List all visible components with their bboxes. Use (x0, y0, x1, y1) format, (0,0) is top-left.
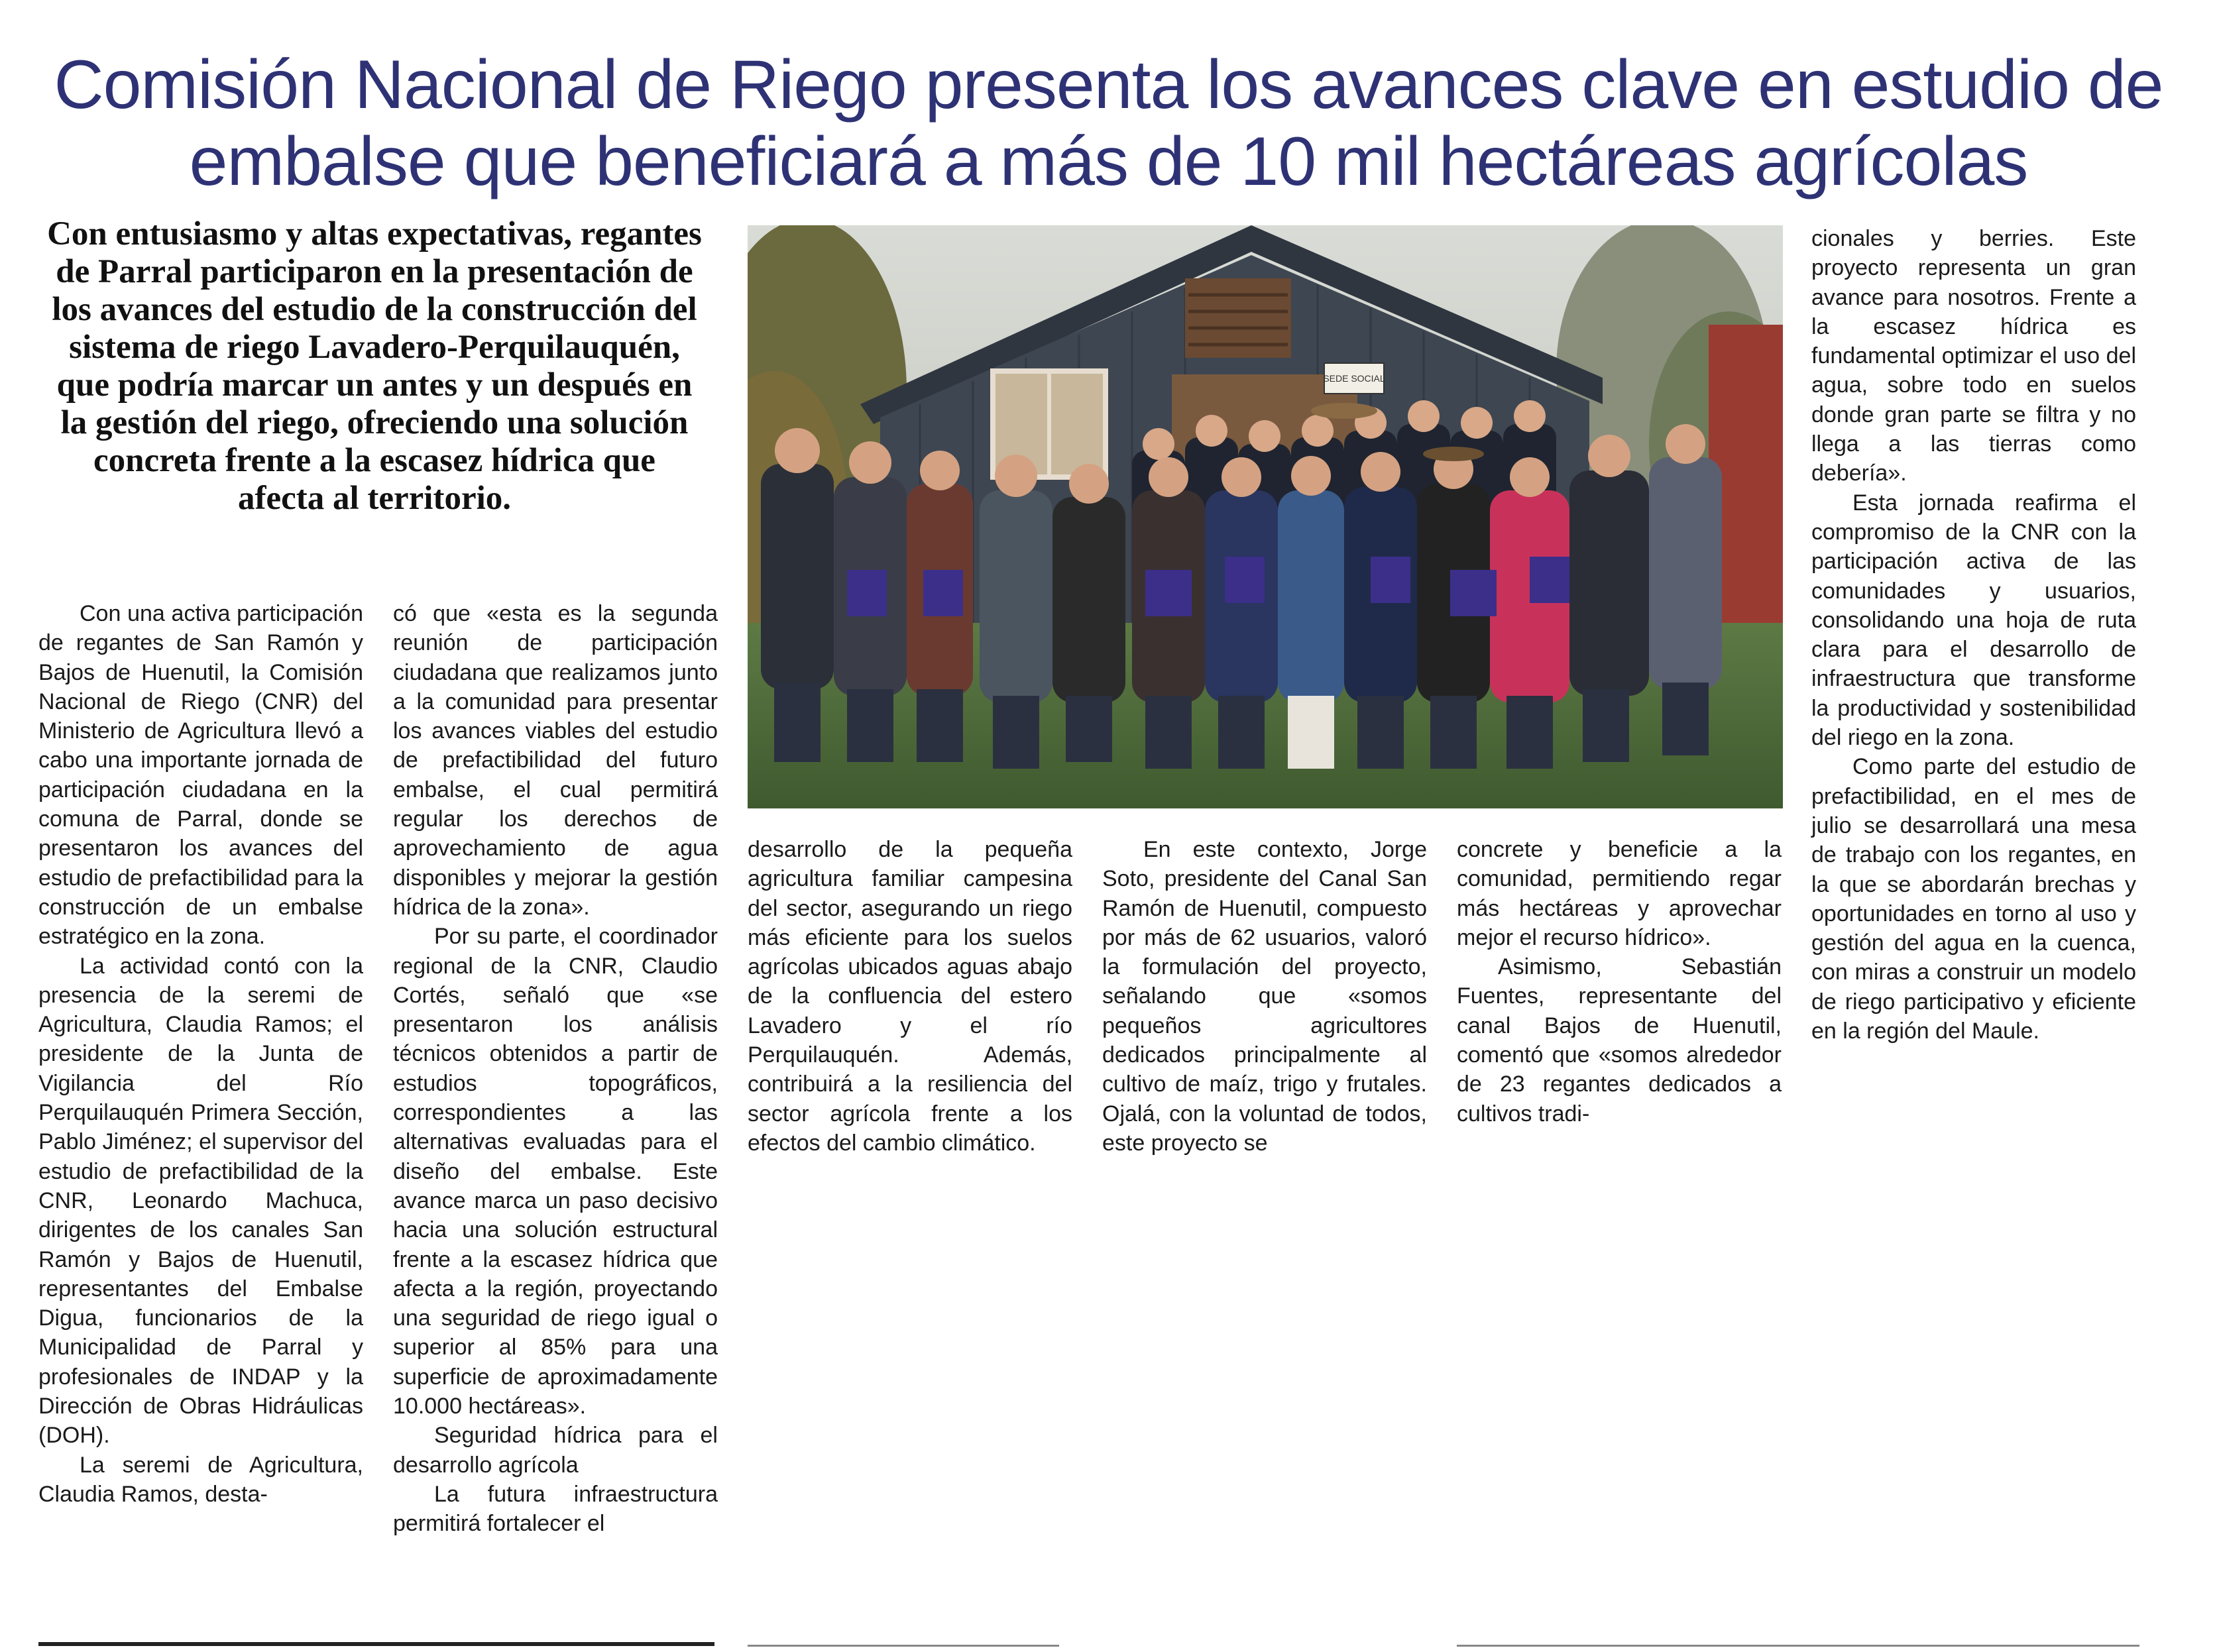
paragraph: Por su parte, el coordinador regional de la CNR, Claudio Cortés, señaló que «se presentaron los análisis técnicos obtenidos a partir de estudios topográficos, correspondientes a las alternativas evaluadas para el diseño del embalse. Este avance marca un paso decisivo hacia una solución estructural frente a la escasez hídrica que afecta a la región, proyectando una seguridad de riego igual o superior al 85% para una superficie de aproximadamente 10.000 hectáreas». (393, 924, 718, 1419)
article-column-5 (1457, 835, 1782, 1129)
paragraph: En este contexto, Jorge Soto, presidente del Canal San Ramón de Huenutil, compuesto por más de 62 usuarios, valoró la formulación del proyecto, señalando que «somos pequeños agricultores dedicados principalmente al cultivo de maíz, trigo y frutales. Ojalá, con la voluntad de todos, este proyecto se (1102, 837, 1427, 1156)
paragraph: La futura infraestructura permitirá fortalecer el (393, 1481, 718, 1537)
paragraph: desarrollo de la pequeña agricultura familiar campesina del sector, asegurando un riego más eficiente para los suelos agrícolas ubicados aguas abajo de la confluencia del estero Lavadero y el río Perquilauquén. Además, contribuirá a la resiliencia del sector agrícola frente a los efectos del cambio climático. (748, 837, 1072, 1156)
paragraph: Como parte del estudio de prefactibilidad, en el mes de julio se desarrollará una mesa de trabajo con los regantes, en la que se abordarán brechas y oportunidades en torno al uso y gestión del agua en la cuenca, con miras a construir un modelo de riego participativo y eficiente en la región del Maule. (1811, 754, 2136, 1044)
article-column-1 (38, 599, 363, 1509)
subheading: Seguridad hídrica para el desarrollo agrícola (393, 1423, 718, 1478)
paragraph: cionales y berries. Este proyecto representa un gran avance para nosotros. Frente a la escasez hídrica es fundamental optimizar el uso del agua, sobre todo en suelos donde gran parte se filtra y no llega a las tierras como debería». (1811, 226, 2136, 486)
paragraph: có que «esta es la segunda reunión de participación ciudadana que realizamos junto a la comunidad para presentar los avances viables del estudio de prefactibilidad del futuro embalse, el cual permitirá regular los derechos de aprovechamiento de agua disponibles y mejorar la gestión hídrica de la zona». (393, 601, 718, 920)
paragraph: La seremi de Agricultura, Claudia Ramos, desta- (38, 1452, 363, 1507)
lead-paragraph: Con entusiasmo y altas expectativas, regantes de Parral participaron en la presentación de los avances del estudio de la construcción del sistema de riego Lavadero-Perquilauquén, que podría marcar un antes y un después en la gestión del riego, ofreciendo una solución concreta frente a la escasez hídrica que afecta al territorio. (47, 215, 702, 517)
paragraph: La actividad contó con la presencia de la seremi de Agricultura, Claudia Ramos; el presidente de la Junta de Vigilancia del Río Perquilauquén Primera Sección, Pablo Jiménez; el supervisor del estudio de prefactibilidad de la CNR, Leonardo Machuca, dirigentes de los canales San Ramón y Bajos de Huenutil, representantes del Embalse Digua, funcionarios de la Municipalidad de Parral y profesionales de INDAP y la Dirección de Obras Hidráulicas (DOH). (38, 953, 363, 1449)
group-photo (748, 225, 1783, 808)
paragraph: Asimismo, Sebastián Fuentes, representante del canal Bajos de Huenutil, comentó que «somos alrededor de 23 regantes dedicados a cultivos tradi- (1457, 954, 1782, 1127)
divider-rule (1457, 1645, 2139, 1647)
paragraph: concrete y beneficie a la comunidad, permitiendo regar más hectáreas y aprovechar mejor el recurso hídrico». (1457, 837, 1782, 950)
photo-illustration (748, 225, 1783, 808)
article-column-2 (393, 599, 718, 1539)
article-column-4 (1102, 835, 1427, 1158)
paragraph: Con una activa participación de regantes de San Ramón y Bajos de Huenutil, la Comisión Nacional de Riego (CNR) del Ministerio de Agricultura llevó a cabo una importante jornada de participación ciudadana en la comuna de Parral, donde se presentaron los avances del estudio de prefactibilidad para la construcción de un embalse estratégico en la zona. (38, 601, 363, 950)
headline: Comisión Nacional de Riego presenta los avances clave en estudio de embalse que beneficiará a más de 10 mil hectáreas agrícolas (54, 46, 2163, 200)
building-sign: SEDE SOCIAL (1323, 373, 1385, 384)
article-column-6 (1811, 224, 2136, 1046)
article-column-3 (748, 835, 1072, 1158)
divider-rule (38, 1642, 714, 1646)
divider-rule (748, 1645, 1059, 1647)
paragraph: Esta jornada reafirma el compromiso de la CNR con la participación activa de las comunidades y usuarios, consolidando una hoja de ruta clara para el desarrollo de infraestructura que transforme la productividad y sostenibilidad del riego en la zona. (1811, 490, 2136, 751)
